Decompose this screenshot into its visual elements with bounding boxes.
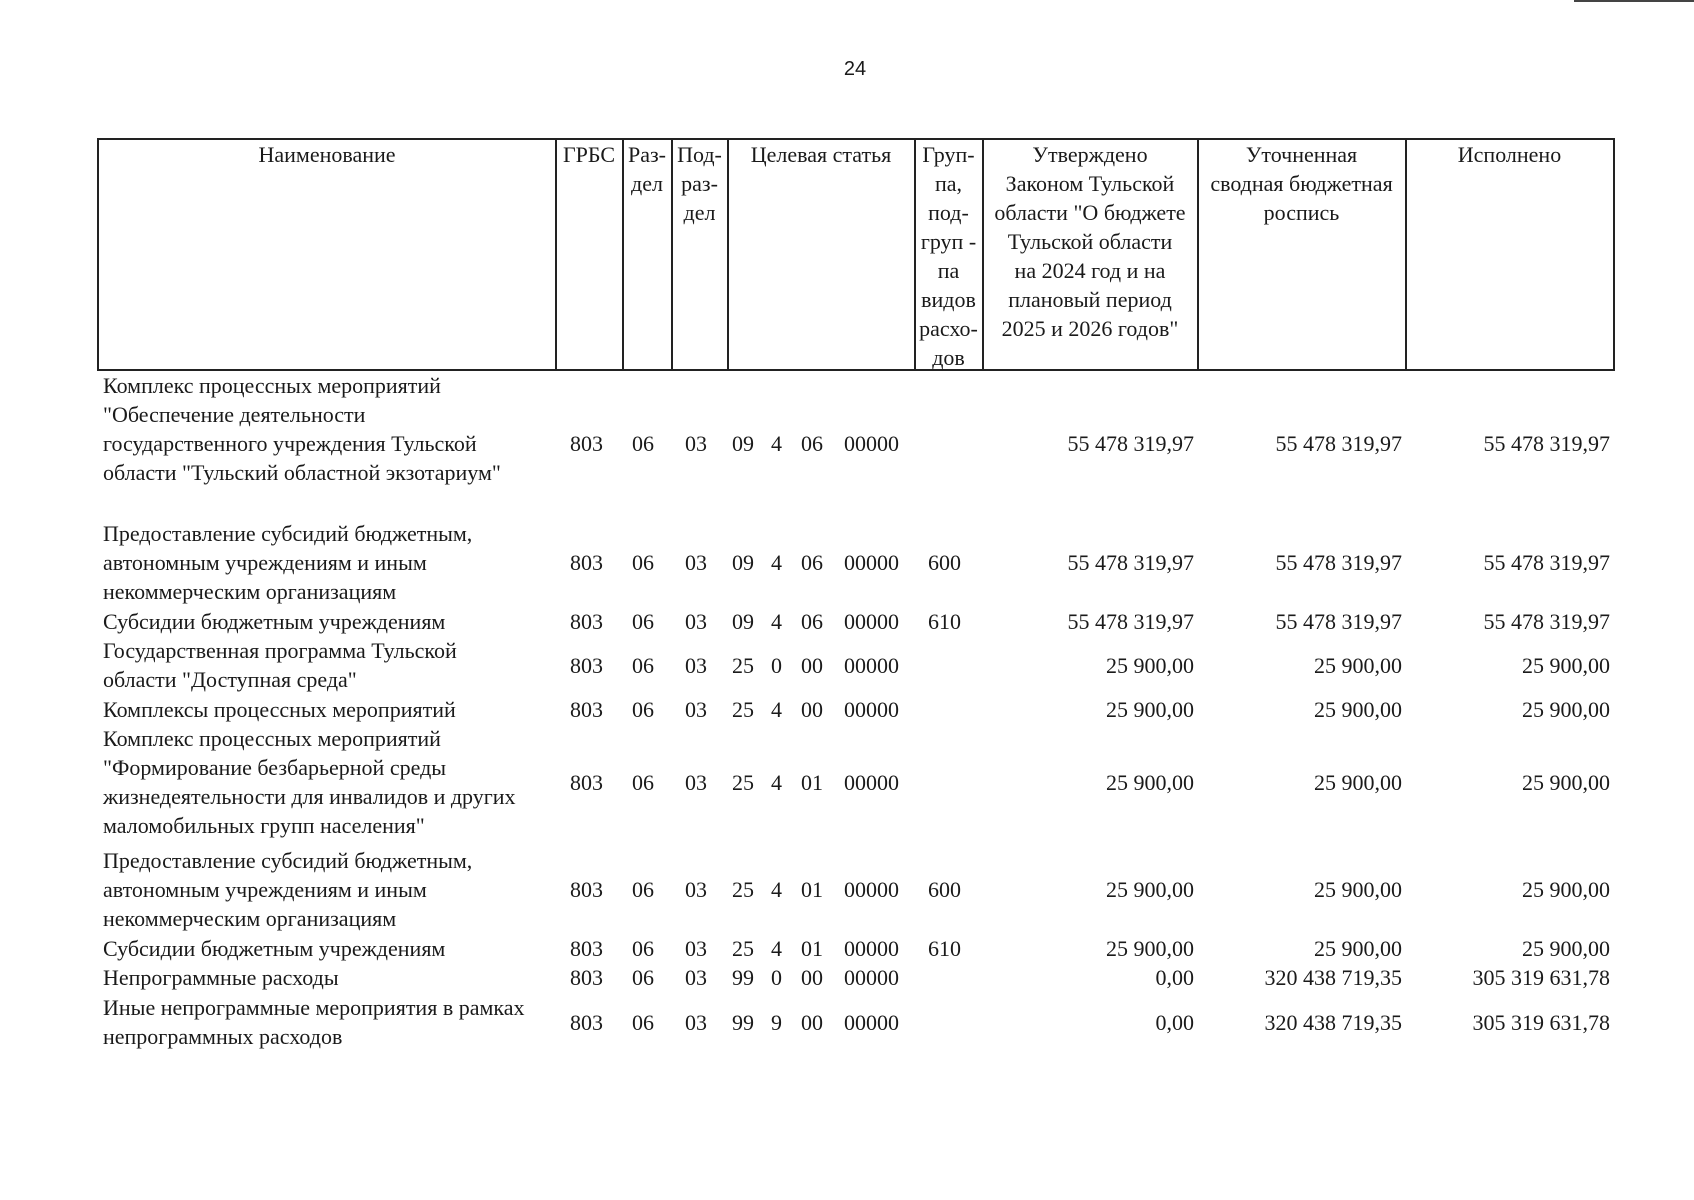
cell-ts-program: 09 — [732, 431, 754, 456]
cell-approved: 25 900,00 — [1106, 697, 1194, 722]
header-tselevaya-statya: Целевая статья — [750, 142, 892, 167]
cell-ts-element: 01 — [801, 936, 823, 961]
header-razdel: Раз- дел — [627, 142, 667, 196]
cell-ts-program: 99 — [732, 965, 754, 990]
cell-approved: 25 900,00 — [1106, 653, 1194, 678]
header-utverzhdeno: Утверждено Законом Тульской области "О бюджете Тульской области на 2024 год и на плановый период 2025 и 2026 годов" — [994, 142, 1186, 341]
cell-grbs: 803 — [570, 770, 603, 795]
cell-grbs: 803 — [570, 653, 603, 678]
cell-refined: 55 478 319,97 — [1275, 609, 1402, 634]
cell-vr: 610 — [928, 936, 961, 961]
header-name: Наименование — [258, 142, 396, 167]
cell-podrazdel: 03 — [685, 1010, 707, 1035]
cell-approved: 0,00 — [1155, 1010, 1194, 1035]
cell-razdel: 06 — [632, 770, 654, 795]
cell-podrazdel: 03 — [685, 697, 707, 722]
cell-executed: 55 478 319,97 — [1483, 431, 1610, 456]
cell-grbs: 803 — [570, 965, 603, 990]
header-divider — [727, 140, 729, 369]
header-utochnennaya-rospis: Уточненная сводная бюджетная роспись — [1210, 142, 1393, 225]
cell-razdel: 06 — [632, 936, 654, 961]
cell-vr: 600 — [928, 877, 961, 902]
cell-podrazdel: 03 — [685, 965, 707, 990]
cell-grbs: 803 — [570, 550, 603, 575]
cell-ts-type: 4 — [771, 431, 782, 456]
table-header — [97, 138, 1615, 371]
row-name: Комплекс процессных мероприятий "Обеспечение деятельности государственного учреждения Тульской области "Тульский областной экзотариум" — [103, 373, 501, 485]
cell-ts-program: 25 — [732, 936, 754, 961]
cell-ts-direction: 00000 — [844, 965, 899, 990]
cell-executed: 55 478 319,97 — [1483, 550, 1610, 575]
cell-razdel: 06 — [632, 1010, 654, 1035]
cell-refined: 25 900,00 — [1314, 697, 1402, 722]
cell-ts-direction: 00000 — [844, 609, 899, 634]
cell-ts-program: 99 — [732, 1010, 754, 1035]
cell-podrazdel: 03 — [685, 609, 707, 634]
scan-edge-mark — [1574, 0, 1694, 2]
header-gruppa-vidov-raskhodov: Груп- па, под- груп - па видов расхо- дов — [919, 142, 978, 370]
cell-ts-direction: 00000 — [844, 550, 899, 575]
cell-vr: 600 — [928, 550, 961, 575]
cell-ts-type: 4 — [771, 609, 782, 634]
row-name: Комплексы процессных мероприятий — [103, 697, 456, 722]
cell-podrazdel: 03 — [685, 770, 707, 795]
header-divider — [555, 140, 557, 369]
cell-razdel: 06 — [632, 965, 654, 990]
cell-ts-type: 4 — [771, 936, 782, 961]
cell-ts-type: 4 — [771, 550, 782, 575]
cell-razdel: 06 — [632, 431, 654, 456]
cell-ts-direction: 00000 — [844, 770, 899, 795]
cell-ts-direction: 00000 — [844, 697, 899, 722]
cell-executed: 25 900,00 — [1522, 877, 1610, 902]
row-name: Субсидии бюджетным учреждениям — [103, 936, 446, 961]
cell-ts-direction: 00000 — [844, 936, 899, 961]
cell-ts-element: 00 — [801, 1010, 823, 1035]
cell-ts-program: 09 — [732, 609, 754, 634]
cell-podrazdel: 03 — [685, 550, 707, 575]
cell-grbs: 803 — [570, 697, 603, 722]
cell-ts-program: 25 — [732, 653, 754, 678]
row-name: Иные непрограммные мероприятия в рамках непрограммных расходов — [103, 995, 525, 1049]
cell-ts-type: 0 — [771, 965, 782, 990]
row-name: Предоставление субсидий бюджетным, автономным учреждениям и иным некоммерческим организациям — [103, 521, 473, 604]
cell-approved: 55 478 319,97 — [1067, 431, 1194, 456]
cell-ts-program: 25 — [732, 770, 754, 795]
cell-ts-program: 09 — [732, 550, 754, 575]
cell-razdel: 06 — [632, 550, 654, 575]
cell-executed: 25 900,00 — [1522, 936, 1610, 961]
row-name: Комплекс процессных мероприятий "Формирование безбарьерной среды жизнедеятельности для инвалидов и других маломобильных групп населения" — [103, 726, 516, 838]
cell-executed: 55 478 319,97 — [1483, 609, 1610, 634]
header-ispolneno: Исполнено — [1457, 142, 1562, 167]
header-grbs: ГРБС — [562, 142, 616, 167]
cell-grbs: 803 — [570, 431, 603, 456]
cell-refined: 320 438 719,35 — [1264, 965, 1402, 990]
cell-approved: 0,00 — [1155, 965, 1194, 990]
cell-approved: 55 478 319,97 — [1067, 609, 1194, 634]
cell-ts-program: 25 — [732, 697, 754, 722]
cell-ts-element: 06 — [801, 550, 823, 575]
cell-ts-type: 4 — [771, 697, 782, 722]
cell-ts-type: 4 — [771, 877, 782, 902]
cell-ts-element: 00 — [801, 653, 823, 678]
cell-refined: 320 438 719,35 — [1264, 1010, 1402, 1035]
cell-refined: 25 900,00 — [1314, 653, 1402, 678]
cell-ts-element: 00 — [801, 697, 823, 722]
cell-ts-direction: 00000 — [844, 877, 899, 902]
cell-executed: 305 319 631,78 — [1472, 1010, 1610, 1035]
page-number: 24 — [843, 58, 867, 80]
cell-podrazdel: 03 — [685, 431, 707, 456]
cell-refined: 25 900,00 — [1314, 770, 1402, 795]
cell-ts-program: 25 — [732, 877, 754, 902]
cell-podrazdel: 03 — [685, 877, 707, 902]
row-name: Предоставление субсидий бюджетным, автономным учреждениям и иным некоммерческим организациям — [103, 848, 473, 931]
cell-ts-element: 00 — [801, 965, 823, 990]
cell-executed: 25 900,00 — [1522, 653, 1610, 678]
cell-razdel: 06 — [632, 653, 654, 678]
cell-approved: 25 900,00 — [1106, 877, 1194, 902]
cell-approved: 25 900,00 — [1106, 770, 1194, 795]
cell-grbs: 803 — [570, 936, 603, 961]
cell-razdel: 06 — [632, 697, 654, 722]
row-name: Непрограммные расходы — [103, 965, 339, 990]
header-divider — [1405, 140, 1407, 369]
cell-refined: 25 900,00 — [1314, 936, 1402, 961]
cell-ts-element: 06 — [801, 431, 823, 456]
cell-ts-direction: 00000 — [844, 431, 899, 456]
cell-vr: 610 — [928, 609, 961, 634]
cell-podrazdel: 03 — [685, 653, 707, 678]
cell-refined: 55 478 319,97 — [1275, 550, 1402, 575]
cell-ts-element: 01 — [801, 877, 823, 902]
cell-approved: 25 900,00 — [1106, 936, 1194, 961]
row-name: Государственная программа Тульской области "Доступная среда" — [103, 638, 457, 692]
cell-ts-type: 9 — [771, 1010, 782, 1035]
header-podrazdel: Под- раз- дел — [677, 142, 722, 225]
cell-podrazdel: 03 — [685, 936, 707, 961]
cell-grbs: 803 — [570, 1010, 603, 1035]
cell-ts-element: 06 — [801, 609, 823, 634]
cell-razdel: 06 — [632, 609, 654, 634]
cell-razdel: 06 — [632, 877, 654, 902]
cell-executed: 25 900,00 — [1522, 697, 1610, 722]
cell-refined: 25 900,00 — [1314, 877, 1402, 902]
cell-ts-direction: 00000 — [844, 1010, 899, 1035]
cell-grbs: 803 — [570, 609, 603, 634]
cell-executed: 25 900,00 — [1522, 770, 1610, 795]
row-name: Субсидии бюджетным учреждениям — [103, 609, 446, 634]
cell-ts-type: 4 — [771, 770, 782, 795]
cell-ts-element: 01 — [801, 770, 823, 795]
cell-ts-direction: 00000 — [844, 653, 899, 678]
cell-refined: 55 478 319,97 — [1275, 431, 1402, 456]
cell-executed: 305 319 631,78 — [1472, 965, 1610, 990]
cell-approved: 55 478 319,97 — [1067, 550, 1194, 575]
cell-ts-type: 0 — [771, 653, 782, 678]
cell-grbs: 803 — [570, 877, 603, 902]
